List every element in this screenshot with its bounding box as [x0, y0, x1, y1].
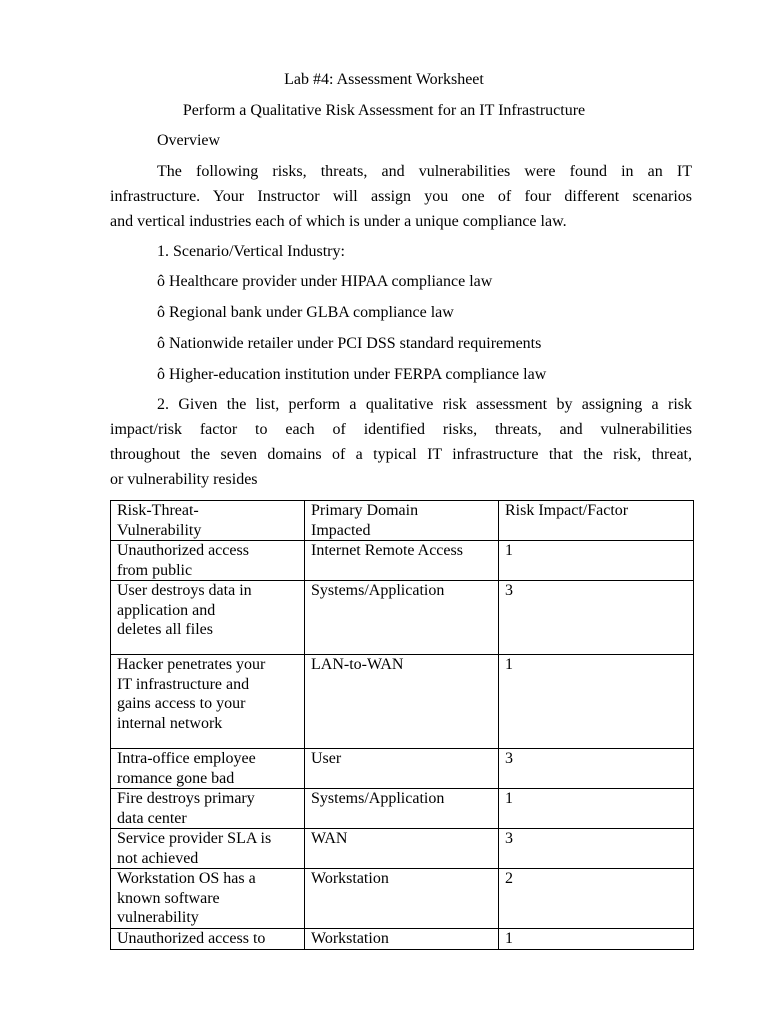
risk-assessment-table [110, 500, 694, 950]
risk-cell: Service provider SLA is not achieved [111, 829, 305, 869]
impact-cell: 3 [499, 581, 694, 655]
table-row [111, 789, 694, 829]
impact-cell: 1 [499, 789, 694, 829]
item-1-heading: 1. Scenario/Vertical Industry: [157, 243, 345, 260]
domain-cell: WAN [305, 829, 499, 869]
risk-cell: User destroys data in application and deletes all files [111, 581, 305, 655]
domain-cell: Workstation [305, 929, 499, 950]
table-row [111, 869, 694, 929]
bullet-item: ô Regional bank under GLBA compliance law [157, 304, 454, 321]
table-row [111, 829, 694, 869]
item-2-line-4: or vulnerability resides [110, 471, 258, 488]
document-subtitle: Perform a Qualitative Risk Assessment for an IT Infrastructure [182, 102, 586, 119]
domain-cell: User [305, 749, 499, 789]
impact-cell: 1 [499, 655, 694, 749]
table-row [111, 541, 694, 581]
overview-heading: Overview [157, 132, 221, 149]
bullet-item: ô Higher-education institution under FERPA compliance law [157, 366, 547, 383]
bullet-glyph: ô [157, 273, 165, 290]
domain-cell: LAN-to-WAN [305, 655, 499, 749]
bullet-item: ô Healthcare provider under HIPAA compliance law [157, 273, 493, 290]
risk-cell: Intra-office employee romance gone bad [111, 749, 305, 789]
bullet-glyph: ô [157, 335, 165, 352]
impact-cell: 2 [499, 869, 694, 929]
risk-cell: Workstation OS has a known software vulnerability [111, 869, 305, 929]
risk-cell: Fire destroys primary data center [111, 789, 305, 829]
risk-cell: Unauthorized access to [111, 929, 305, 950]
table-row [111, 929, 694, 950]
domain-cell: Systems/Application [305, 581, 499, 655]
impact-cell: 1 [499, 541, 694, 581]
document-title: Lab #4: Assessment Worksheet [284, 71, 484, 88]
table-row [111, 749, 694, 789]
header-primary-domain: Primary Domain Impacted [305, 501, 499, 541]
domain-cell: Systems/Application [305, 789, 499, 829]
intro-line-2: infrastructure. Your Instructor will assign you one of four different scenarios [110, 188, 692, 205]
intro-line-1: The following risks, threats, and vulnerabilities were found in an IT [157, 163, 692, 180]
risk-cell: Hacker penetrates your IT infrastructure and gains access to your internal network [111, 655, 305, 749]
table-header-row [111, 501, 694, 541]
domain-cell: Workstation [305, 869, 499, 929]
impact-cell: 1 [499, 929, 694, 950]
risk-cell: Unauthorized access from public [111, 541, 305, 581]
bullet-glyph: ô [157, 366, 165, 383]
item-2-line-2: impact/risk factor to each of identified risks, threats, and vulnerabilities [110, 421, 692, 438]
header-risk-impact-factor: Risk Impact/Factor [499, 501, 694, 541]
bullet-item: ô Nationwide retailer under PCI DSS standard requirements [157, 335, 542, 352]
impact-cell: 3 [499, 829, 694, 869]
item-2-line-3: throughout the seven domains of a typical IT infrastructure that the risk, threat, [110, 446, 692, 463]
domain-cell: Internet Remote Access [305, 541, 499, 581]
item-2-line-1: 2. Given the list, perform a qualitative risk assessment by assigning a risk [157, 396, 692, 413]
header-risk-threat-vulnerability: Risk-Threat- Vulnerability [111, 501, 305, 541]
table-row [111, 655, 694, 749]
table-row [111, 581, 694, 655]
impact-cell: 3 [499, 749, 694, 789]
bullet-glyph: ô [157, 304, 165, 321]
intro-line-3: and vertical industries each of which is under a unique compliance law. [110, 213, 567, 230]
